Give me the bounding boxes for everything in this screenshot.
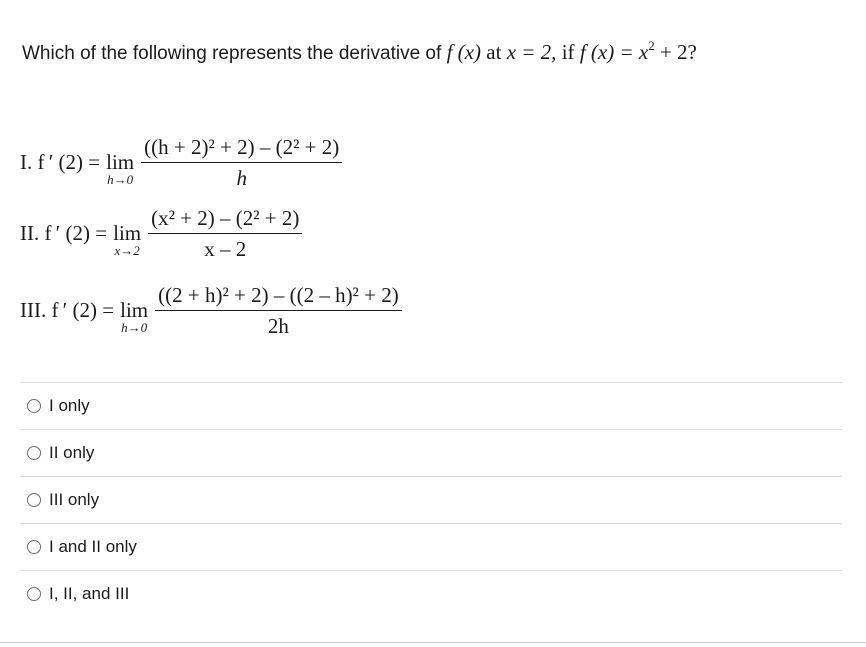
choice-i-only[interactable] [20, 382, 842, 429]
fraction [141, 135, 342, 189]
statement-2 [20, 206, 302, 260]
denominator: h [236, 166, 247, 190]
question-point: x = 2, [506, 40, 557, 64]
statement-label: III. f ′ (2) = [20, 297, 115, 322]
limit-subscript: h→0 [121, 320, 148, 335]
choice-label: I only [49, 396, 90, 415]
fraction [155, 283, 402, 337]
question-if: if [561, 40, 575, 64]
choice-i-and-ii-only[interactable] [20, 523, 842, 570]
numerator: ((2 + h)² + 2) – ((2 – h)² + 2) [155, 283, 402, 311]
choice-i-ii-and-iii[interactable] [20, 570, 842, 617]
question-at: at [486, 40, 502, 64]
radio-button[interactable] [27, 446, 41, 460]
statement-1 [20, 135, 342, 189]
numerator: ((h + 2)² + 2) – (2² + 2) [141, 135, 342, 163]
answer-choices [20, 382, 842, 617]
radio-button[interactable] [27, 540, 41, 554]
divider [0, 642, 866, 643]
limit-operator: lim h→0 [120, 298, 149, 335]
question-prefix: Which of the following represents the derivative of [22, 43, 442, 64]
radio-button[interactable] [27, 587, 41, 601]
limit-operator: lim h→0 [106, 150, 135, 187]
question-definition: f (x) = x [579, 40, 649, 64]
choice-iii-only[interactable] [20, 476, 842, 523]
question-function: f (x) [446, 40, 481, 64]
denominator: x – 2 [204, 237, 247, 261]
statement-label: II. f ′ (2) = [20, 220, 108, 245]
question-tail: + 2? [654, 40, 697, 64]
radio-button[interactable] [27, 493, 41, 507]
denominator: 2h [267, 314, 289, 338]
choice-label: III only [49, 490, 100, 509]
question-exponent: 2 [648, 38, 655, 53]
statement-label: I. f ′ (2) = [20, 149, 101, 174]
limit-operator: lim x→2 [113, 221, 142, 258]
choice-label: I and II only [49, 537, 137, 556]
radio-button[interactable] [27, 399, 41, 413]
statement-3 [20, 283, 402, 337]
numerator: (x² + 2) – (2² + 2) [148, 206, 302, 234]
choice-label: I, II, and III [49, 584, 130, 603]
question-text [22, 40, 852, 65]
limit-subscript: h→0 [107, 172, 134, 187]
choice-label: II only [49, 443, 95, 462]
fraction [148, 206, 302, 260]
limit-subscript: x→2 [114, 243, 140, 258]
choice-ii-only[interactable] [20, 429, 842, 476]
